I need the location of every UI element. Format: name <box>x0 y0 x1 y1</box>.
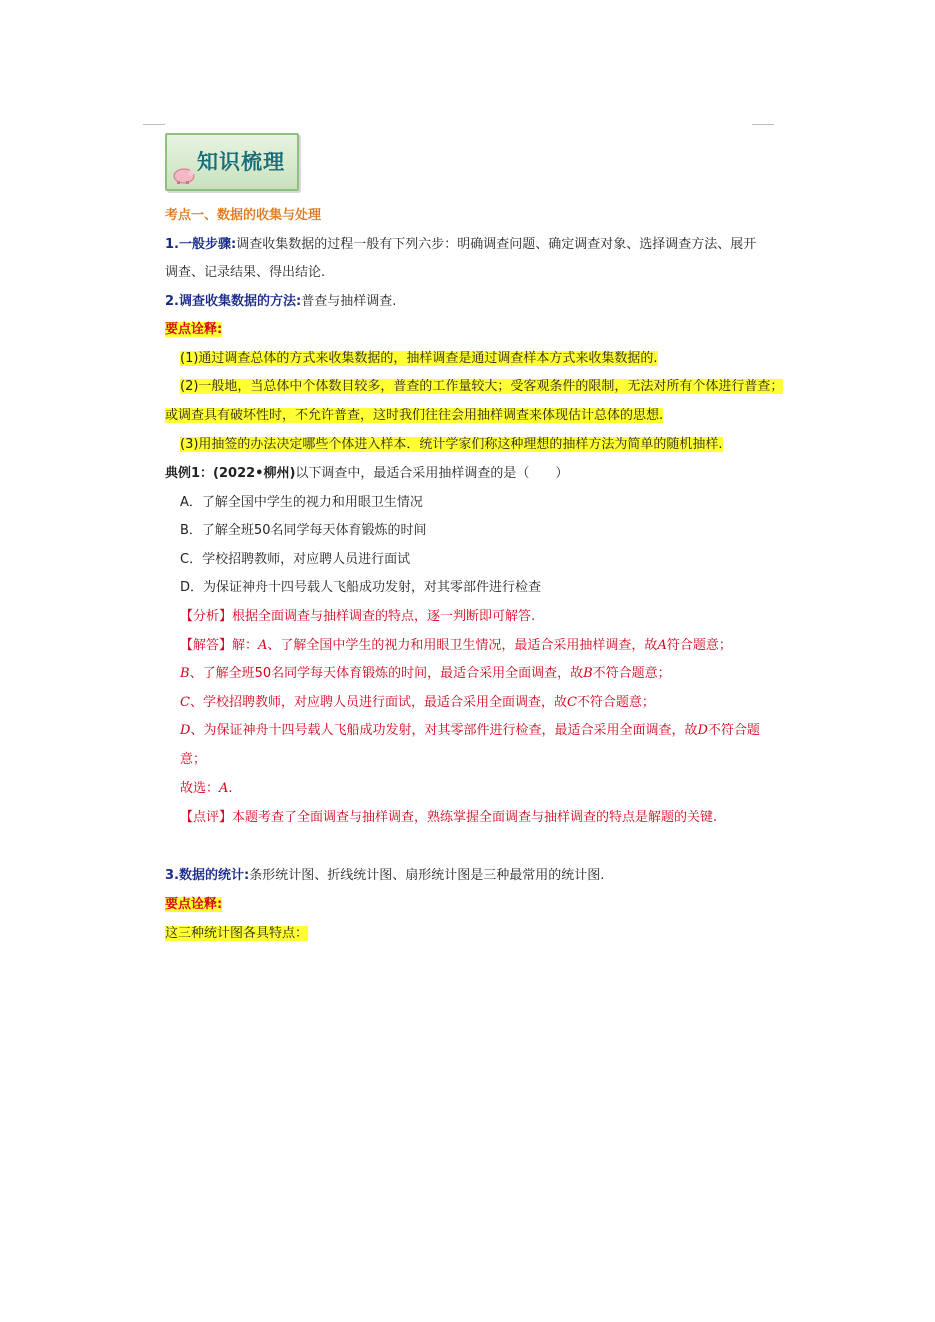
option-a: A．了解全国中学生的视力和用眼卫生情况 <box>180 495 423 510</box>
methods-text: 普查与抽样调查. <box>301 294 397 309</box>
analysis-text: 根据全面调查与抽样调查的特点，逐一判断即可解答. <box>232 609 536 624</box>
steps-text: 调查收集数据的过程一般有下列六步：明确调查问题、确定调查对象、选择调查方法、展开 <box>236 237 757 252</box>
example-label: 典例1： <box>165 466 214 481</box>
comment-text: 本题考查了全面调查与抽样调查，熟练掌握全面调查与抽样调查的特点是解题的关键. <box>232 810 718 825</box>
example-question-text: 以下调查中，最适合采用抽样调查的是（ ） <box>295 466 569 481</box>
statistics-text: 条形统计图、折线统计图、扇形统计图是三种最常用的统计图. <box>249 868 605 883</box>
analysis-line <box>180 608 535 626</box>
key-note-label-2: 要点诠释: <box>165 897 223 912</box>
key-note-label-1: 要点诠释: <box>165 322 223 337</box>
paragraph-methods <box>165 293 396 311</box>
statistics-label: 3.数据的统计: <box>165 868 250 883</box>
example-question <box>165 465 568 483</box>
solution-line-a: 【解答】解：A、了解全国中学生的视力和用眼卫生情况，最适合采用抽样调查，故A符合题意； <box>180 638 732 653</box>
solution-line-c: C、学校招聘教师，对应聘人员进行面试，最适合采用全面调查，故C不符合题意； <box>180 695 655 710</box>
methods-label: 2.调查收集数据的方法: <box>165 294 302 309</box>
note-1: (1)通过调查总体的方式来收集数据的，抽样调查是通过调查样本方式来收集数据的. <box>180 351 658 366</box>
note-2a: (2)一般地，当总体中个体数目较多，普查的工作量较大；受客观条件的限制，无法对所有个体进行普查； <box>180 379 784 394</box>
solution-line-b: B、了解全班50名同学每天体育锻炼的时间，最适合采用全面调查，故B不符合题意； <box>180 666 671 681</box>
page-corner-mark-left <box>143 124 165 125</box>
solution-line-d-continued: 意； <box>180 752 207 767</box>
steps-label: 1.一般步骤: <box>165 237 237 252</box>
section-banner-title: 知识梳理 <box>197 150 285 174</box>
paragraph-steps <box>165 236 756 254</box>
note-2b: 或调查具有破坏性时，不允许普查，这时我们往往会用抽样调查来体现估计总体的思想. <box>165 408 664 423</box>
topic-heading: 考点一、数据的收集与处理 <box>165 208 322 223</box>
option-c: C．学校招聘教师，对应聘人员进行面试 <box>180 552 411 567</box>
paragraph-statistics <box>165 867 604 885</box>
pig-decoration-icon <box>171 163 197 185</box>
note-3: (3)用抽签的办法决定哪些个体进入样本．统计学家们称这种理想的抽样方法为简单的随机抽样. <box>180 437 723 452</box>
option-d: D．为保证神舟十四号载人飞船成功发射，对其零部件进行检查 <box>180 580 542 595</box>
option-b: B．了解全班50名同学每天体育锻炼的时间 <box>180 523 427 538</box>
solution-tag: 【解答】 <box>180 638 233 653</box>
analysis-tag: 【分析】 <box>180 609 233 624</box>
steps-text-continued: 调查、记录结果、得出结论. <box>165 265 326 280</box>
example-source: (2022•柳州) <box>213 466 296 481</box>
final-answer: 故选：A. <box>180 781 233 796</box>
comment-line <box>180 809 717 827</box>
comment-tag: 【点评】 <box>180 810 233 825</box>
page-corner-mark-right <box>752 124 774 125</box>
section-banner <box>165 133 299 191</box>
chart-features-line: 这三种统计图各具特点： <box>165 926 309 941</box>
solution-line-d: D、为保证神舟十四号载人飞船成功发射，对其零部件进行检查，最适合采用全面调查，故D不符合题 <box>180 723 760 738</box>
